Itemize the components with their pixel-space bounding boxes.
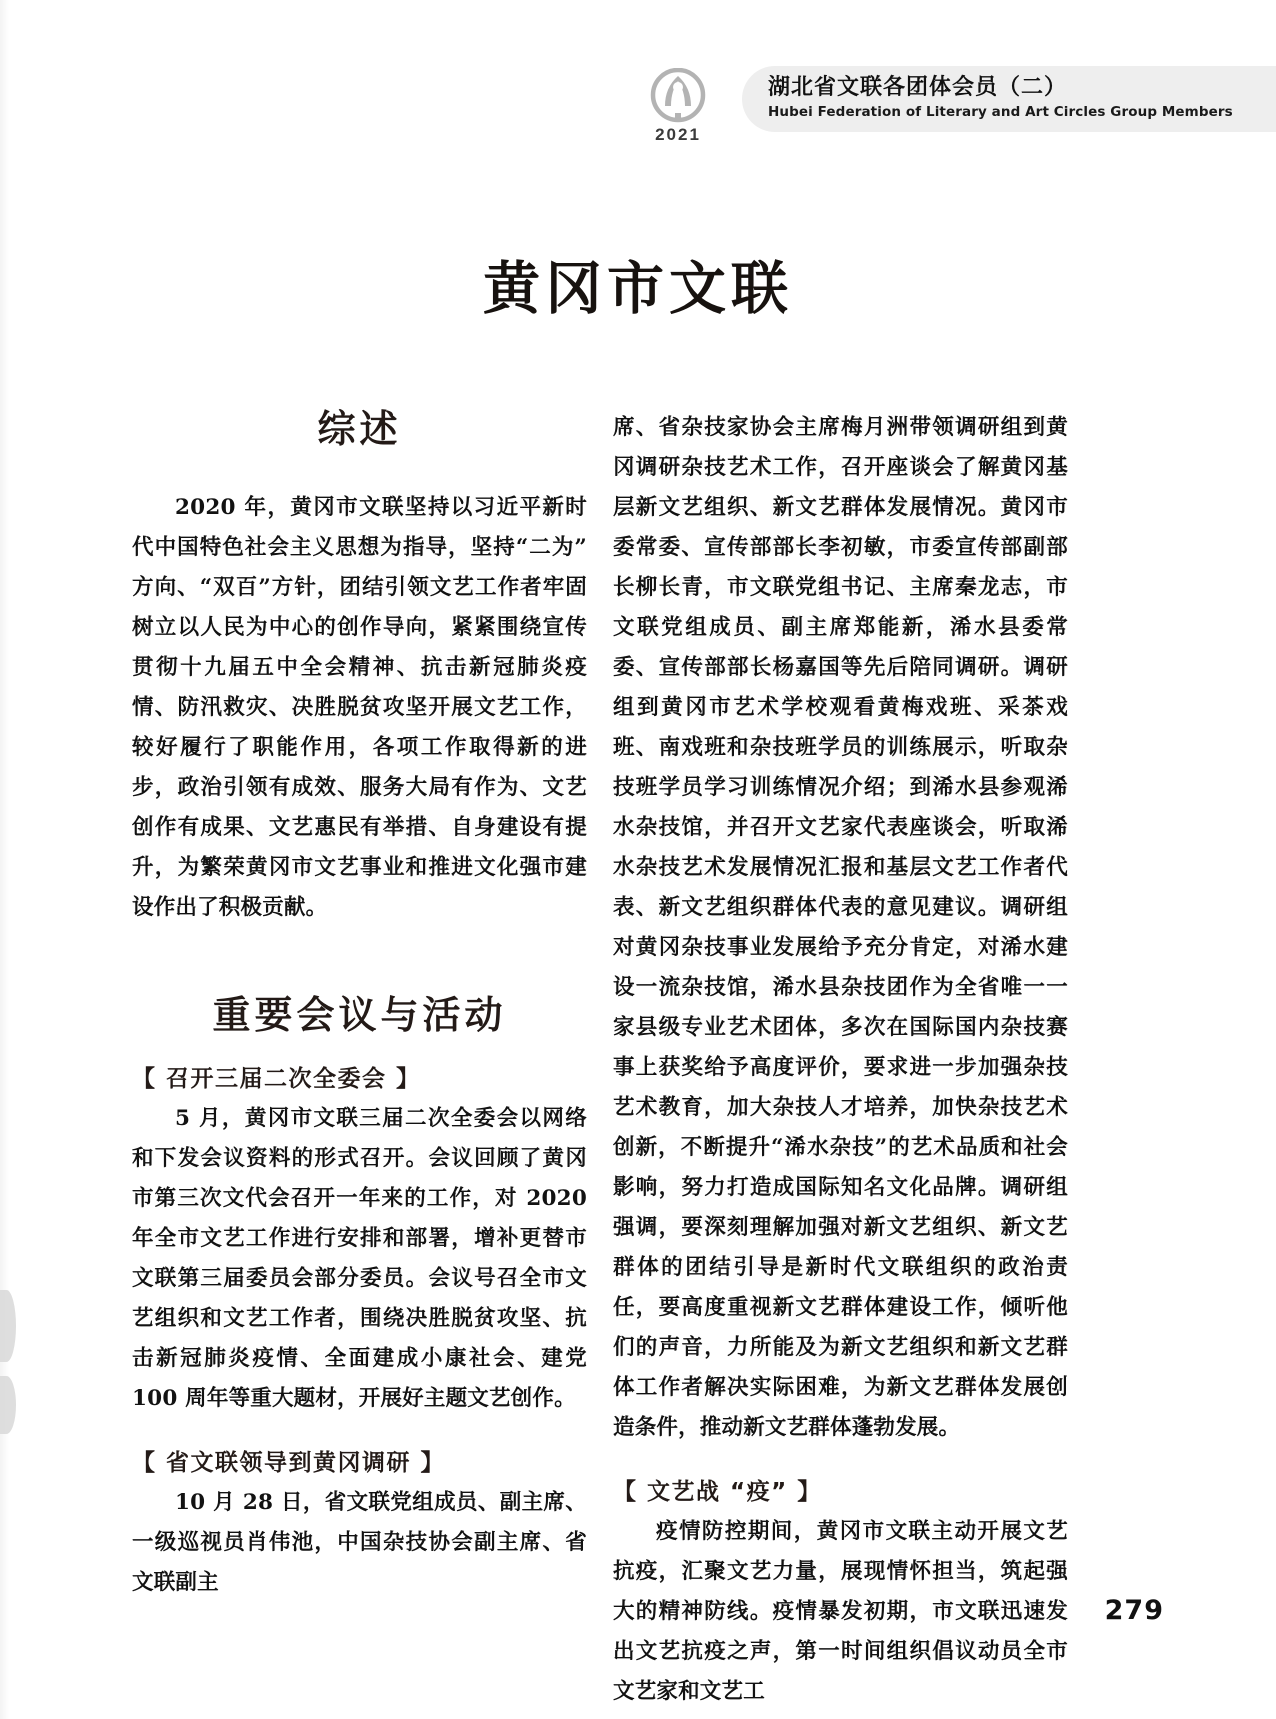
paragraph-provincial-research-continued: 席、省杂技家协会主席梅月洲带领调研组到黄冈调研杂技艺术工作，召开座谈会了解黄冈基层新文艺组织、新文艺群体发展情况。黄冈市委常委、宣传部部长李初敏，市委宣传部副部长柳长青，市文联党组书记、主席秦龙志，市文联党组成员、副主席郑能新，浠水县委常委、宣传部部长杨嘉国等先后陪同调研。调研组到黄冈市艺术学校观看黄梅戏班、采茶戏班、南戏班和杂技班学员的训练展示，听取杂技班学员学习训练情况介绍；到浠水县参观浠水杂技馆，并召开文艺家代表座谈会，听取浠水杂技艺术发展情况汇报和基层文艺工作者代表、新文艺组织群体代表的意见建议。调研组对黄冈杂技事业发展给予充分肯定，对浠水建设一流杂技馆，浠水县杂技团作为全省唯一一家县级专业艺术团体，多次在国际国内杂技赛事上获奖给予高度评价，要求进一步加强杂技艺术教育，加大杂技人才培养，加快杂技艺术创新，不断提升“浠水杂技”的艺术品质和社会影响，努力打造成国际知名文化品牌。调研组强调，要深刻理解加强对新文艺组织、新文艺群体的团结引导是新时代文联组织的政治责任，要高度重视新文艺群体建设工作，倾听他们的声音，力所能及为新文艺组织和新文艺群体工作者解决实际困难，为新文艺群体发展创造条件，推动新文艺群体蓬勃发展。: [613, 415, 1068, 1440]
paragraph-provincial-research: 10 月 28 日，省文联党组成员、副主席、一级巡视员肖伟池，中国杂技协会副主席、省文联副主: [132, 1490, 587, 1596]
section-heading-meetings: 重要会议与活动: [212, 992, 507, 1037]
column-left: [132, 408, 587, 1603]
column-right: [613, 408, 1068, 1712]
subsection-heading-art-fights-epidemic: 【 文艺战 “疫” 】: [613, 1479, 822, 1505]
subsection-heading-provincial-research: 【 省文联领导到黄冈调研 】: [132, 1450, 446, 1477]
running-header: [0, 66, 1276, 144]
page-number: 279: [1104, 1595, 1164, 1626]
header-title-en: Hubei Federation of Literary and Art Circles Group Members: [768, 103, 1233, 120]
header-logo-year: 2021: [655, 125, 701, 144]
paragraph-plenary: 5 月，黄冈市文联三届二次全委会以网络和下发会议资料的形式召开。会议回顾了黄冈市第三次文代会召开一年来的工作，对 2020 年全市文艺工作进行安排和部署，增补更替市文联第三届委员会部分委员。会议号召全市文艺组织和文艺工作者，围绕决胜脱贫攻坚、抗击新冠肺炎疫情、全面建成小康社会、建党 100 周年等重大题材，开展好主题文艺创作。: [132, 1106, 587, 1412]
header-title-cn: 湖北省文联各团体会员（二）: [768, 74, 1068, 100]
paragraph-overview: 2020 年，黄冈市文联坚持以习近平新时代中国特色社会主义思想为指导，坚持“二为”方向、“双百”方针，团结引领文艺工作者牢固树立以人民为中心的创作导向，紧紧围绕宣传贯彻十九届五中全会精神、抗击新冠肺炎疫情、防汛救灾、决胜脱贫攻坚开展文艺工作，较好履行了职能作用，各项工作取得新的进步，政治引领有成效、服务大局有作为、文艺创作有成果、文艺惠民有举措、自身建设有提升，为繁荣黄冈市文艺事业和推进文化强市建设作出了积极贡献。: [132, 494, 587, 920]
header-logo: [632, 68, 724, 142]
page-title: 黄冈市文联: [483, 255, 793, 323]
header-text-group: [768, 74, 1268, 120]
hubei-federation-logo-icon: [632, 68, 724, 124]
subsection-heading-plenary: 【 召开三届二次全委会 】: [132, 1066, 421, 1093]
section-heading-overview: 综述: [317, 407, 402, 451]
paragraph-art-fights-epidemic: 疫情防控期间，黄冈市文联主动开展文艺抗疫，汇聚文艺力量，展现情怀担当，筑起强大的精神防线。疫情暴发初期，市文联迅速发出文艺抗疫之声，第一时间组织倡议动员全市文艺家和文艺工: [613, 1518, 1068, 1704]
